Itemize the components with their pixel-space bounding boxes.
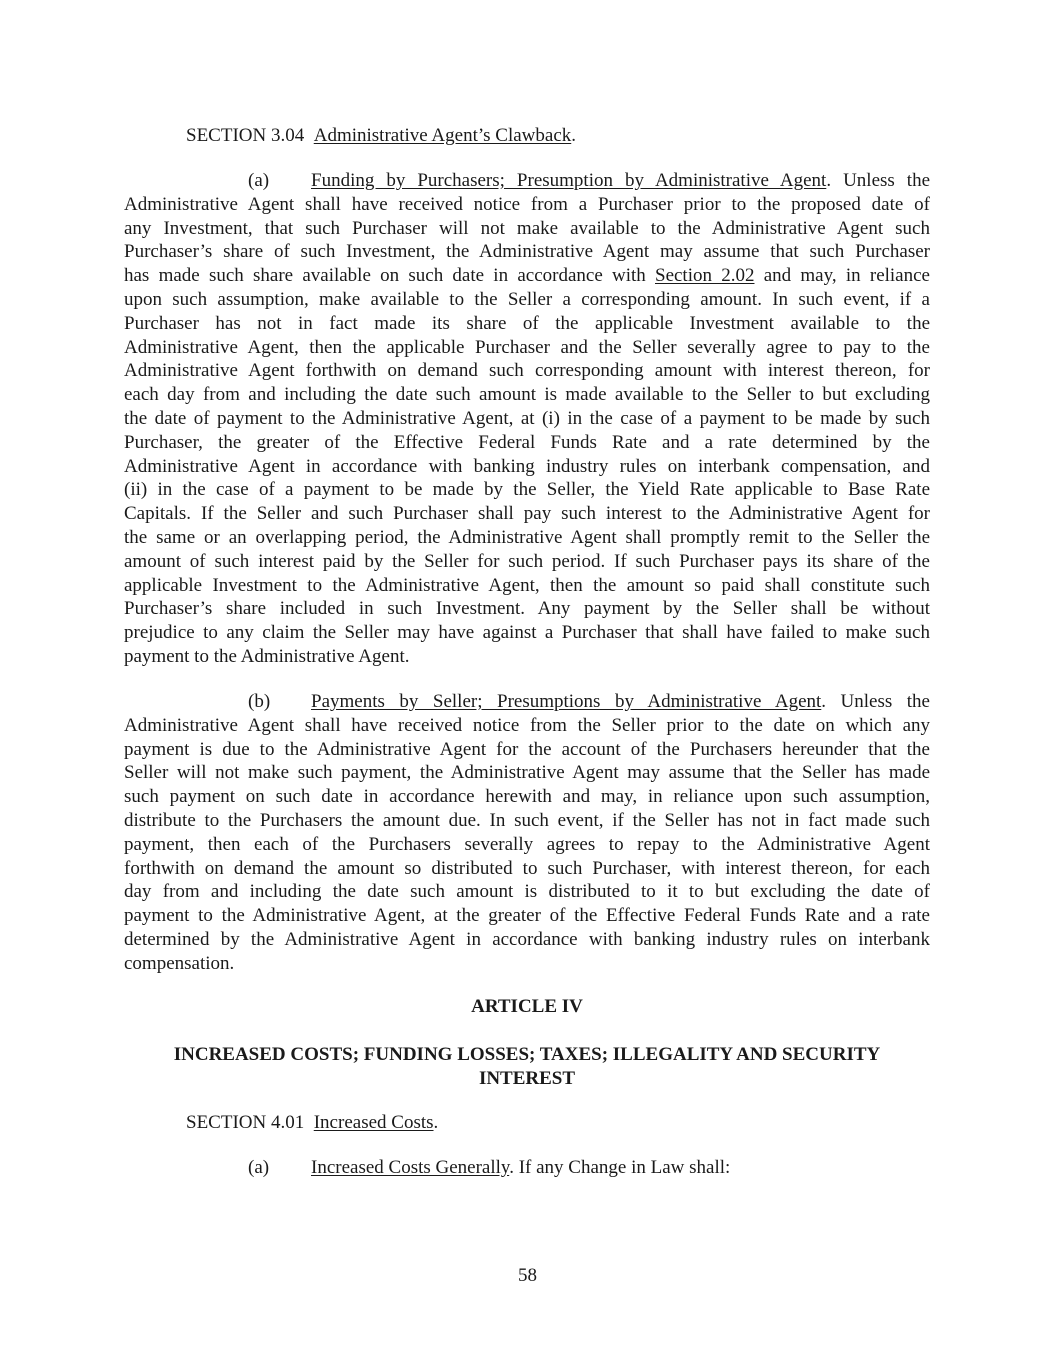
text-segment: Purchaser, the greater of the Effective Federal Funds Rate and a rate determined by the (124, 431, 930, 453)
text-segment: payment to the Administrative Agent, at the greater of the Effective Federal Funds Rate and a rate (124, 905, 930, 927)
text-line (124, 383, 930, 407)
paragraph-enumerator: (a) (248, 170, 270, 191)
text-line (124, 714, 930, 738)
text-segment: any Investment, that such Purchaser will not make available to the Administrative Agent such (124, 217, 930, 239)
underlined-term: Payments by Seller; Presumptions by Administrative Agent (311, 691, 822, 712)
underlined-term: Section 2.02 (655, 265, 755, 287)
text-line (124, 857, 930, 881)
text-line (124, 407, 930, 431)
text-line (248, 690, 930, 714)
article-title-line-1: INCREASED COSTS; FUNDING LOSSES; TAXES; ILLEGALITY AND SECURITY (173, 1044, 881, 1065)
article-number: ARTICLE IV (471, 996, 583, 1017)
text-segment: has made such share available on such date in accordance with (124, 265, 655, 287)
text-line (124, 264, 930, 288)
text-segment: Purchaser has not in fact made its share of the applicable Investment available to the (124, 312, 930, 334)
paragraph-a-clawback-funding (124, 169, 930, 669)
text-segment: Administrative Agent shall have received notice from the Seller prior to the date on which any (124, 714, 930, 736)
paragraph-heading: Increased Costs Generally (311, 1157, 510, 1178)
paragraph-enumerator: (b) (248, 691, 271, 712)
text-segment: . Unless the (821, 691, 930, 712)
section-title: Administrative Agent’s Clawback (313, 125, 572, 146)
text-line (124, 833, 930, 857)
section-number: SECTION 3.04 (186, 125, 305, 146)
article-title (124, 1043, 930, 1091)
paragraph-b-payments-by-seller (124, 690, 930, 976)
text-segment: the date of payment to the Administrative Agent, at (i) in the case of a payment to be made by such (124, 407, 930, 429)
text-line (124, 478, 930, 502)
text-segment: the same or an overlapping period, the Administrative Agent shall promptly remit to the Seller the (124, 526, 930, 548)
text-line (124, 645, 930, 669)
text-line (248, 169, 930, 193)
text-segment: payment, then each of the Purchasers severally agrees to repay to the Administrative Agent (124, 833, 930, 855)
text-line (124, 880, 930, 904)
section-title-period: . (571, 125, 576, 146)
text-line (124, 761, 930, 785)
text-line (124, 952, 930, 976)
text-line (124, 455, 930, 479)
text-segment: prejudice to any claim the Seller may have against a Purchaser that shall have failed to make such (124, 622, 930, 644)
text-line (124, 312, 930, 336)
text-line (124, 928, 930, 952)
text-segment: day from and including the date such amount is distributed to it to but excluding the date of (124, 881, 930, 903)
text-segment: payment to the Administrative Agent. (124, 645, 410, 667)
section-4-01-heading (186, 1111, 438, 1135)
text-line (124, 526, 930, 550)
text-segment: Purchaser’s share included in such Investment. Any payment by the Seller shall be without (124, 598, 930, 620)
text-line (124, 550, 930, 574)
text-segment: . Unless the (826, 170, 930, 191)
text-segment: upon such assumption, make available to the Seller a corresponding amount. In such event, if a (124, 288, 930, 310)
text-line (124, 336, 930, 360)
text-segment: distribute to the Purchasers the amount due. In such event, if the Seller has not in fact made such (124, 809, 930, 831)
text-segment: Administrative Agent in accordance with banking industry rules on interbank compensation, and (124, 455, 930, 477)
text-line (124, 738, 930, 762)
text-line (124, 288, 930, 312)
section-title: Increased Costs (313, 1112, 434, 1133)
text-segment: amount of such interest paid by the Seller for such period. If such Purchaser pays its share of the (124, 550, 930, 572)
text-line (124, 597, 930, 621)
section-number: SECTION 4.01 (186, 1112, 305, 1133)
paragraph-text: . If any Change in Law shall: (509, 1157, 731, 1178)
text-segment: such payment on such date in accordance herewith and may, in reliance upon such assumption, (124, 786, 930, 808)
text-segment: determined by the Administrative Agent in accordance with banking industry rules on interbank (124, 928, 930, 950)
text-segment: (ii) in the case of a payment to be made by the Seller, the Yield Rate applicable to Base Rate (124, 479, 930, 501)
paragraph-4-01-a (248, 1156, 730, 1180)
section-title-period: . (433, 1112, 439, 1133)
text-line (124, 502, 930, 526)
text-segment: each day from and including the date such amount is made available to the Seller to but excluding (124, 384, 930, 406)
text-segment: payment is due to the Administrative Agent for the account of the Purchasers hereunder that the (124, 738, 930, 760)
text-line (124, 217, 930, 241)
text-line (124, 359, 930, 383)
text-line (124, 904, 930, 928)
paragraph-enumerator: (a) (248, 1157, 270, 1178)
text-line (124, 574, 930, 598)
section-3-04-heading (186, 124, 576, 148)
article-title-line-2: INTEREST (478, 1068, 576, 1089)
text-line (124, 621, 930, 645)
text-segment: applicable Investment to the Administrative Agent, then the amount so paid shall constitute such (124, 574, 930, 596)
text-line (124, 785, 930, 809)
text-line (124, 193, 930, 217)
text-segment: Administrative Agent forthwith on demand such corresponding amount with interest thereon, for (124, 360, 930, 382)
text-line (124, 240, 930, 264)
text-segment: Capitals. If the Seller and such Purchaser shall pay such interest to the Administrative Agent for (124, 503, 930, 525)
text-segment: and may, in reliance (754, 265, 930, 287)
text-segment: Purchaser’s share of such Investment, the Administrative Agent may assume that such Purchaser (124, 241, 930, 263)
text-line (124, 431, 930, 455)
underlined-term: Funding by Purchasers; Presumption by Administrative Agent (311, 170, 827, 191)
text-segment: compensation. (124, 952, 235, 974)
text-line (124, 809, 930, 833)
text-segment: Administrative Agent, then the applicable Purchaser and the Seller severally agree to pay to the (124, 336, 930, 358)
text-segment: forthwith on demand the amount so distributed to such Purchaser, with interest thereon, for each (124, 857, 930, 879)
text-segment: Seller will not make such payment, the Administrative Agent may assume that the Seller has made (124, 762, 930, 784)
page-number: 58 (518, 1265, 537, 1286)
text-segment: Administrative Agent shall have received notice from a Purchaser prior to the proposed date of (124, 193, 930, 215)
